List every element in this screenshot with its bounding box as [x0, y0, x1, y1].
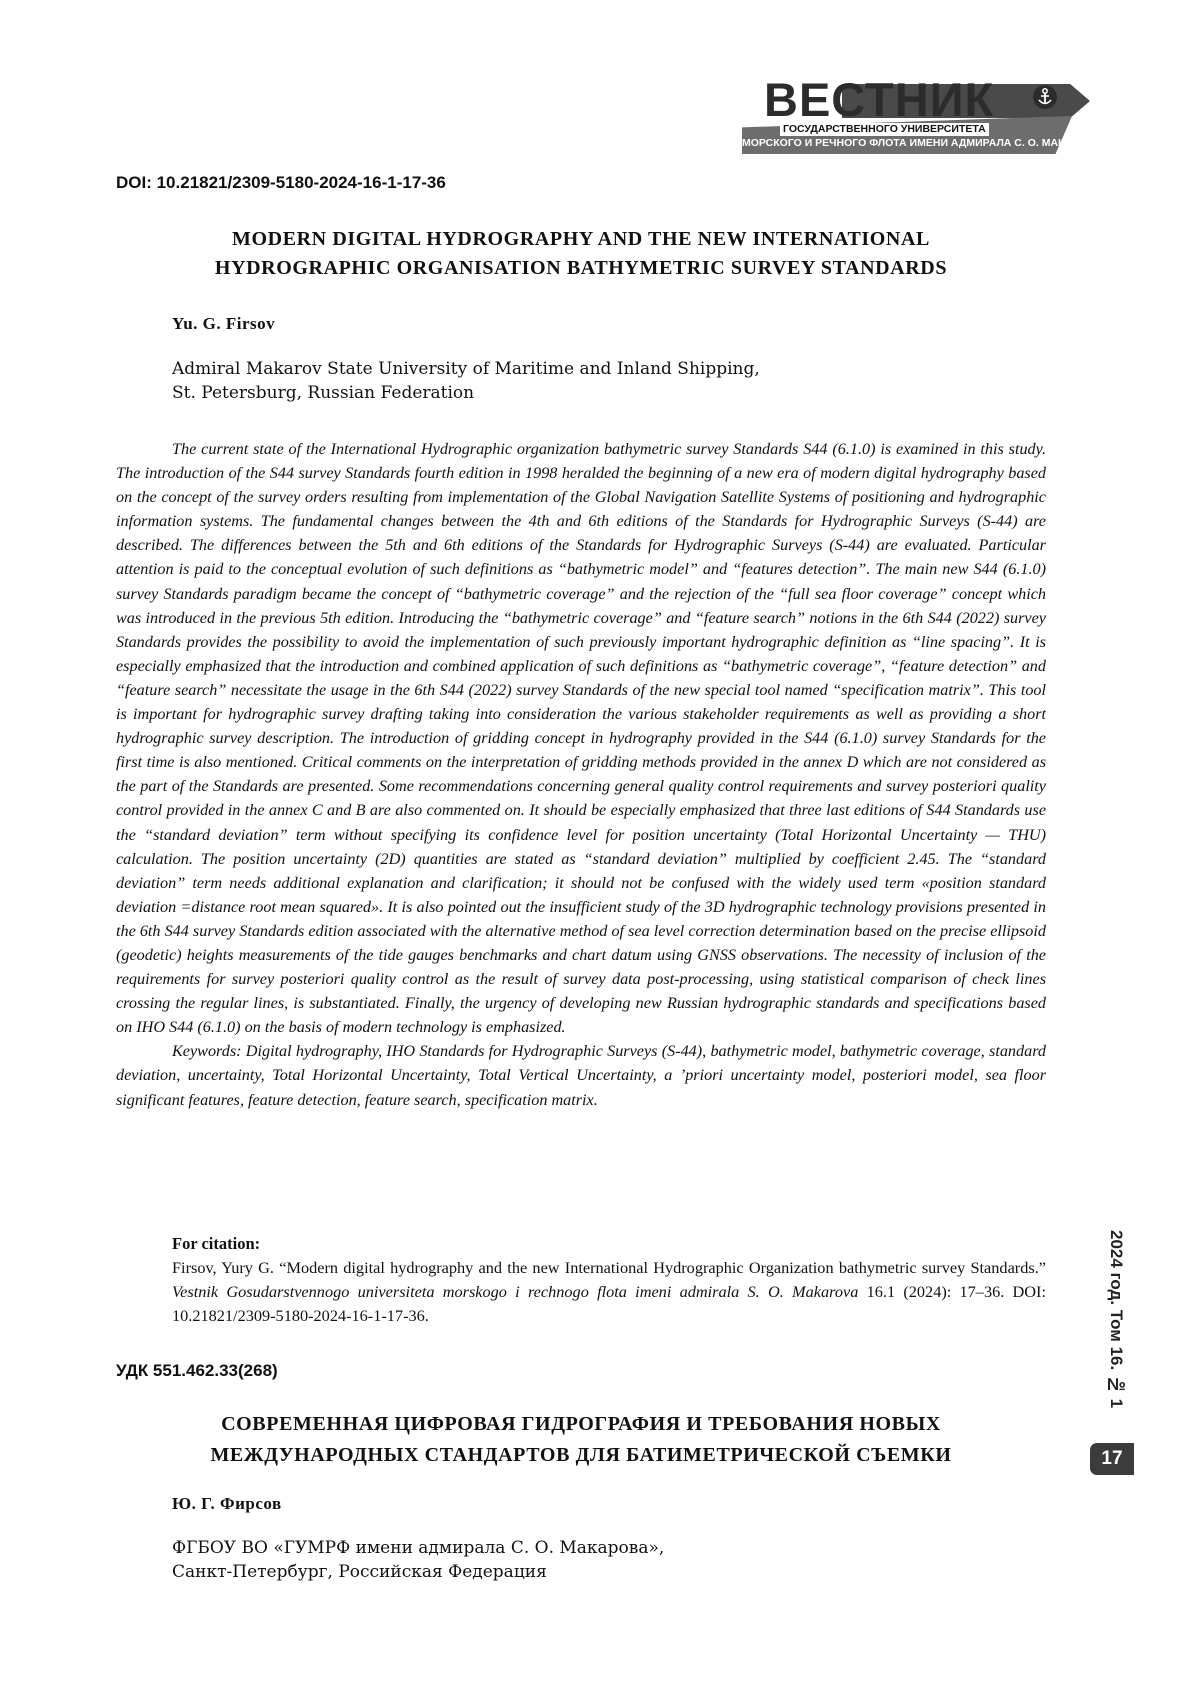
affiliation-en-line-2: St. Petersburg, Russian Federation	[172, 381, 760, 405]
abstract-text: The current state of the International Hydrographic organization bathymetric survey Standards S44 (6.1.0) is examined in this study. The introduction of the S44 survey Standards fourth edition in 1998 heralded the beginning of a new era of modern digital hydrography based on the concept of the survey orders resulting from implementation of the Global Navigation Satellite Systems of positioning and hydrographic information systems. The fundamental changes between the 4th and 6th editions of the Standards for Hydrographic Surveys (S-44) are described. The differences between the 5th and 6th editions of the Standards for Hydrographic Surveys (S-44) are evaluated. Particular attention is paid to the conceptual evolution of such definitions as “bathymetric model” and “features detection”. The main new S44 (6.1.0) survey Standards paradigm became the concept of “bathymetric coverage” and the rejection of the “full sea floor coverage” concept which was introduced in the previous 5th edition. Introducing the “bathymetric coverage” and “feature search” notions in the 6th S44 (2022) survey Standards provides the possibility to avoid the implementation of such previously important hydrographic definition as “line spacing”. It is especially emphasized that the introduction and combined application of such definitions as “bathymetric coverage”, “feature detection” and “feature search” necessitate the usage in the 6th S44 (2022) survey Standards of the new special tool named “specification matrix”. This tool is important for hydrographic survey drafting taking into consideration the various stakeholder requirements as well as providing a short hydrographic survey description. The introduction of gridding concept in hydrography provided in the S44 (6.1.0) survey Standards for the first time is also mentioned. Critical comments on the interpretation of gridding methods provided in the annex D which are not considered as the part of the Standards are presented. Some recommendations concerning general quality control requirements and survey posteriori quality control provided in the annex C and B are also commented on. It should be especially emphasized that three last editions of S44 Standards use the “standard deviation” term without specifying its confidence level for position uncertainty (Total Horizontal Uncertainty — THU) calculation. The position uncertainty (2D) quantities are stated as “standard deviation” multiplied by coefficient 2.45. The “standard deviation” term needs additional explanation and clarification; it should not be confused with the widely used term «position standard deviation =distance root mean squared». It is also pointed out the insufficient study of the 3D hydrographic technology provisions presented in the 6th S44 survey Standards edition associated with the alternative method of sea level correction determination based on the precise ellipsoid (geodetic) heights measurements of the tide gauges benchmarks and chart datum using GNSS observations. The necessity of inclusion of the requirements for survey posteriori quality control as the result of survey data post-processing, using statistical comparison of check lines crossing the regular lines, is substantiated. Finally, the urgency of developing new Russian hydrographic standards and specifications based on IHO S44 (6.1.0) on the basis of modern technology is emphasized.	[116, 437, 1046, 1039]
title-en-line-1: MODERN DIGITAL HYDROGRAPHY AND THE NEW INTERNATIONAL	[116, 225, 1046, 254]
masthead-subtitle-1: ГОСУДАРСТВЕННОГО УНИВЕРСИТЕТА	[780, 123, 989, 136]
journal-masthead	[742, 72, 1090, 154]
title-en-line-2: HYDROGRAPHIC ORGANISATION BATHYMETRIC SURVEY STANDARDS	[116, 254, 1046, 283]
title-ru-line-1: СОВРЕМЕННАЯ ЦИФРОВАЯ ГИДРОГРАФИЯ И ТРЕБОВАНИЯ НОВЫХ	[116, 1409, 1046, 1440]
keywords: Keywords: Digital hydrography, IHO Standards for Hydrographic Surveys (S-44), bathymetric model, bathymetric coverage, standard deviation, uncertainty, Total Horizontal Uncertainty, Total Vertical Uncertainty, a ’priori uncertainty model, posteriori model, sea floor significant features, feature detection, feature search, specification matrix.	[116, 1039, 1046, 1111]
affiliation-en-line-1: Admiral Makarov State University of Maritime and Inland Shipping,	[172, 357, 760, 381]
page-number: 17	[1090, 1443, 1134, 1475]
citation-journal: Vestnik Gosudarstvennogo universiteta morskogo i rechnogo flota imeni admirala S. O. Makarova	[172, 1282, 858, 1301]
udk-code: УДК 551.462.33(268)	[116, 1361, 278, 1381]
citation-part-1: Firsov, Yury G. “Modern digital hydrography and the new International Hydrographic Organization bathymetric survey Standards.”	[172, 1258, 1046, 1277]
citation-part-2: 16.1 (2024): 17–36. DOI: 10.21821/2309-5180-2024-16-1-17-36.	[172, 1282, 1046, 1325]
issue-side-label	[1106, 1230, 1132, 1440]
article-title-ru	[116, 1409, 1046, 1471]
masthead-subtitle-2: МОРСКОГО И РЕЧНОГО ФЛОТА ИМЕНИ АДМИРАЛА С. О. МАКАРОВА	[742, 137, 1102, 150]
affiliation-ru-line-2: Санкт-Петербург, Российская Федерация	[172, 1560, 664, 1584]
anchor-icon	[1032, 84, 1058, 110]
author-ru: Ю. Г. Фирсов	[172, 1494, 282, 1514]
issue-side-label-text: 2024 год. Том 16. № 1	[1106, 1230, 1126, 1408]
author-en: Yu. G. Firsov	[172, 314, 275, 334]
affiliation-ru	[172, 1536, 664, 1584]
masthead-title: ВЕСТНИК	[764, 76, 994, 123]
abstract-en	[116, 437, 1046, 1112]
title-ru-line-2: МЕЖДУНАРОДНЫХ СТАНДАРТОВ ДЛЯ БАТИМЕТРИЧЕСКОЙ СЪЕМКИ	[116, 1440, 1046, 1471]
doi: DOI: 10.21821/2309-5180-2024-16-1-17-36	[116, 173, 446, 193]
affiliation-en	[172, 357, 760, 405]
citation-text	[172, 1256, 1046, 1328]
article-title-en	[116, 225, 1046, 283]
citation-label: For citation:	[172, 1234, 260, 1254]
affiliation-ru-line-1: ФГБОУ ВО «ГУМРФ имени адмирала С. О. Макарова»,	[172, 1536, 664, 1560]
